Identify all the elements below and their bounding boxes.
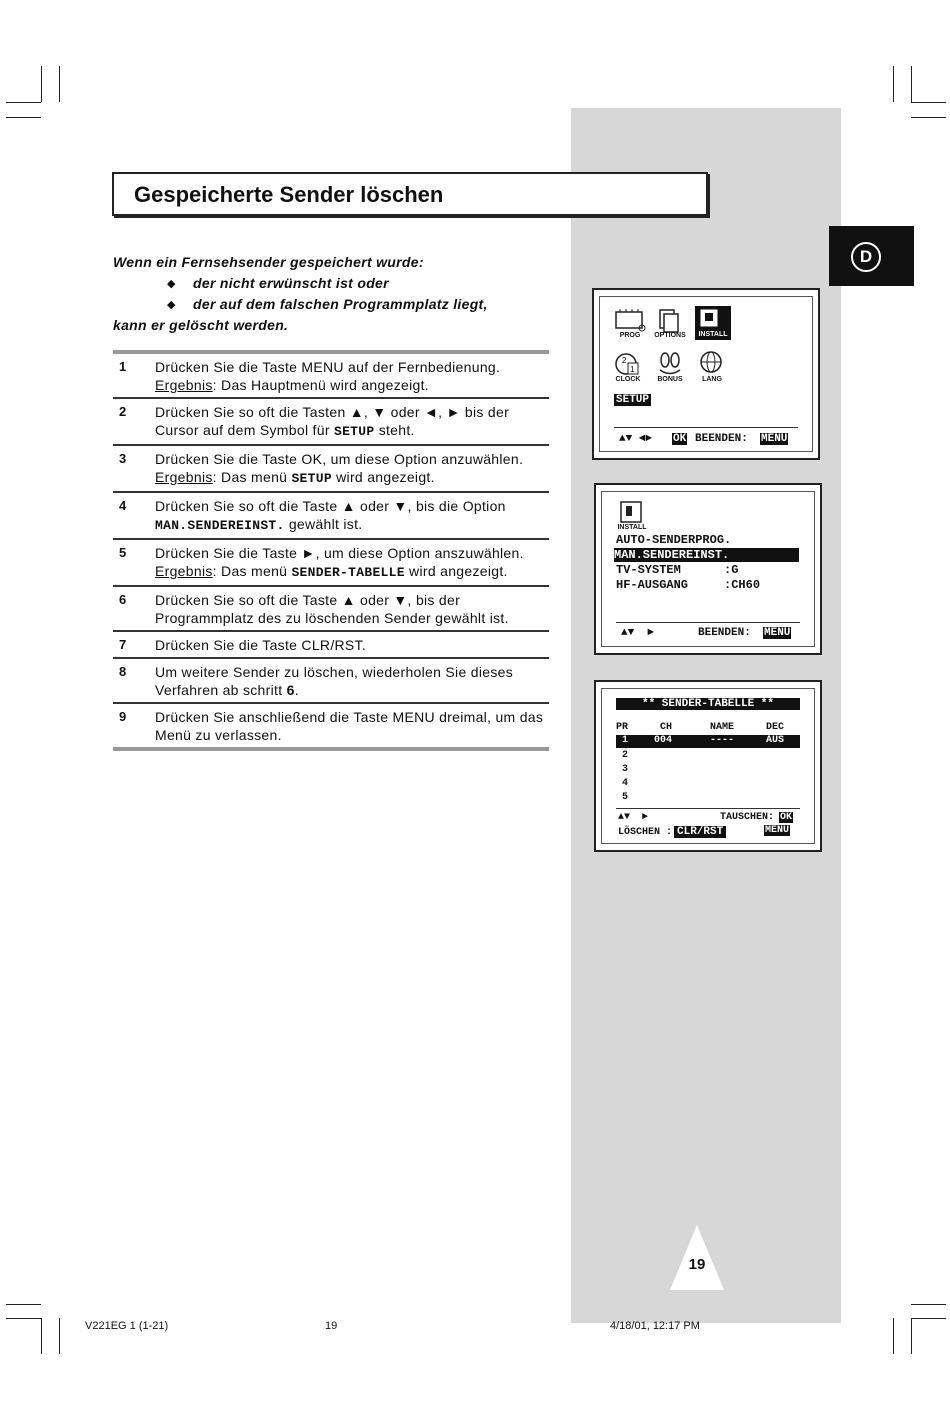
step-bold: 6 (286, 682, 295, 698)
divider (616, 808, 800, 809)
menu-item-manual-selected[interactable]: MAN.SENDEREINST. (614, 548, 799, 562)
crop-mark (41, 66, 42, 102)
intro-line-1: Wenn ein Fernsehsender gespeichert wurde: (113, 254, 424, 270)
result-text: : Das menü (212, 563, 292, 579)
cell-pr: 1 (622, 735, 629, 746)
diamond-icon: ◆ (167, 278, 176, 290)
crop-mark (59, 1318, 60, 1354)
clock-label: CLOCK (615, 376, 641, 383)
crop-mark (911, 1318, 946, 1319)
install-icon-selected[interactable] (695, 306, 731, 340)
step-number: 9 (119, 709, 127, 724)
crop-mark (893, 1318, 894, 1354)
step-text: Drücken Sie die Taste MENU auf der Fernbedienung. (155, 359, 501, 375)
install-label: INSTALL (698, 331, 728, 338)
menu-item-auto[interactable]: AUTO-SENDERPROG. (616, 533, 732, 547)
step-text: . (294, 682, 299, 698)
crop-mark (6, 102, 41, 103)
step-number: 6 (119, 592, 127, 607)
step-number: 1 (119, 359, 127, 374)
lang-label: LANG (702, 376, 722, 383)
table-row-selected[interactable] (616, 735, 800, 748)
table-row[interactable]: 2 (622, 750, 629, 761)
step-text: Drücken Sie anschließend die Taste MENU dreimal, um das Menü zu verlassen. (155, 709, 544, 743)
crop-mark (6, 1304, 41, 1305)
step-3 (113, 446, 549, 493)
table-row[interactable]: 3 (622, 764, 629, 775)
step-number: 5 (119, 545, 127, 560)
menu-item-tv-system[interactable]: TV-SYSTEM :G (616, 563, 739, 577)
steps-list (113, 350, 549, 751)
page-title-box (112, 172, 708, 216)
nav-arrows: ▲▼ ► (621, 627, 655, 639)
result-text: wird angezeigt. (404, 563, 508, 579)
intro-bullet-1: der nicht erwünscht ist oder (193, 275, 389, 291)
page-title: Gespeicherte Sender löschen (134, 182, 444, 207)
menu-key: MENU (765, 825, 790, 836)
step-1 (113, 354, 549, 399)
ok-key: OK (673, 433, 687, 445)
crop-mark (911, 66, 912, 102)
svg-text:1: 1 (630, 365, 635, 374)
globe-icon (697, 350, 725, 376)
result-text: : Das menü (212, 469, 292, 485)
menu-key: MENU (761, 433, 788, 445)
step-4 (113, 493, 549, 540)
step-number: 8 (119, 664, 127, 679)
osd-sender-table (594, 680, 822, 852)
step-text: Um weitere Sender zu löschen, wiederholen Sie dieses Verfahren ab schritt (155, 664, 514, 698)
nav-arrows: ▲▼ ◄► (619, 433, 653, 445)
col-pr: PR (616, 722, 629, 733)
step-2 (113, 399, 549, 446)
step-code: SENDER-TABELLE (291, 565, 405, 580)
step-9 (113, 704, 549, 747)
step-code: SETUP (291, 471, 332, 486)
crop-mark (59, 66, 60, 102)
step-8 (113, 659, 549, 704)
step-text: Drücken Sie die Taste OK, um diese Option anzuwählen. (155, 451, 524, 467)
intro-line-2: kann er gelöscht werden. (113, 317, 289, 333)
step-text: Drücken Sie so oft die Taste ▲ oder ▼, bis der Programmplatz des zu löschenden Sender gewählt ist. (155, 592, 509, 626)
step-text: Drücken Sie die Taste CLR/RST. (155, 637, 367, 653)
language-tab (829, 226, 914, 286)
bonus-icon (656, 350, 684, 376)
crop-mark (911, 1304, 946, 1305)
step-number: 7 (119, 637, 127, 652)
step-number: 4 (119, 498, 127, 513)
result-text: : Das Hauptmenü wird angezeigt. (212, 377, 429, 393)
bonus-label: BONUS (657, 376, 683, 383)
page-number: 19 (688, 1256, 706, 1273)
col-dec: DEC (766, 722, 785, 733)
menu-item-hf-output[interactable]: HF-AUSGANG :CH60 (616, 578, 761, 592)
table-header: ** SENDER-TABELLE ** (616, 698, 800, 710)
result-label: Ergebnis (155, 377, 213, 393)
crop-mark (911, 102, 946, 103)
exit-label: BEENDEN: (695, 433, 748, 445)
osd-setup-menu (594, 483, 822, 655)
install-icon (695, 306, 731, 332)
menu-key: MENU (764, 627, 791, 639)
result-text: wird angezeigt. (331, 469, 435, 485)
step-code: MAN.SENDEREINST. (155, 518, 285, 533)
step-number: 2 (119, 404, 127, 419)
crop-mark (6, 117, 41, 118)
step-number: 3 (119, 451, 127, 466)
step-7 (113, 632, 549, 659)
osd-main-menu (592, 288, 820, 460)
intro-bullet-2: der auf dem falschen Programmplatz liegt, (193, 296, 488, 312)
clock-icon (614, 352, 642, 376)
step-5 (113, 540, 549, 587)
cell-dec: AUS (766, 735, 785, 746)
step-code: SETUP (333, 424, 375, 439)
step-text: Drücken Sie so oft die Taste ▲ oder ▼, bis die Option (155, 498, 506, 514)
prog-label: PROG (619, 332, 641, 339)
step-6 (113, 587, 549, 632)
diamond-icon: ◆ (167, 299, 176, 311)
step-text: Drücken Sie die Taste ►, um diese Option anszuwählen. (155, 545, 524, 561)
cell-ch: 004 (654, 735, 673, 746)
footer-center: 19 (325, 1320, 338, 1332)
step-text: gewählt ist. (284, 516, 363, 532)
cell-name: ---- (710, 735, 735, 746)
divider (614, 427, 798, 428)
col-ch: CH (660, 722, 673, 733)
crop-mark (911, 1318, 912, 1354)
language-tab-label: D (851, 242, 881, 272)
col-name: NAME (710, 722, 735, 733)
divider (616, 622, 800, 623)
crop-mark (893, 66, 894, 102)
footer-left: V221EG 1 (1-21) (85, 1320, 169, 1332)
crop-mark (6, 1318, 41, 1319)
options-label: OPTIONS (654, 332, 686, 339)
ok-key: OK (780, 812, 793, 823)
result-label: Ergebnis (155, 469, 213, 485)
exit-label: BEENDEN: (698, 627, 751, 639)
clr-key: CLR/RST (674, 826, 726, 838)
result-label: Ergebnis (155, 563, 213, 579)
svg-text:2: 2 (622, 356, 627, 365)
swap-label: TAUSCHEN: (720, 812, 775, 823)
table-row[interactable]: 5 (622, 792, 629, 803)
crop-mark (911, 117, 946, 118)
footer-right: 4/18/01, 12:17 PM (610, 1320, 700, 1332)
crop-mark (41, 1318, 42, 1354)
setup-label: SETUP (616, 394, 650, 406)
install-label: INSTALL (617, 524, 647, 531)
delete-label: LÖSCHEN : (618, 827, 673, 838)
install-icon (618, 499, 646, 525)
table-row[interactable]: 4 (622, 778, 629, 789)
step-text: Drücken Sie so oft die Tasten ▲, ▼ oder ◄, ► bis der Cursor auf dem Symbol für (155, 404, 510, 438)
step-text: steht. (374, 422, 415, 438)
nav-arrows: ▲▼ ► (618, 812, 649, 823)
